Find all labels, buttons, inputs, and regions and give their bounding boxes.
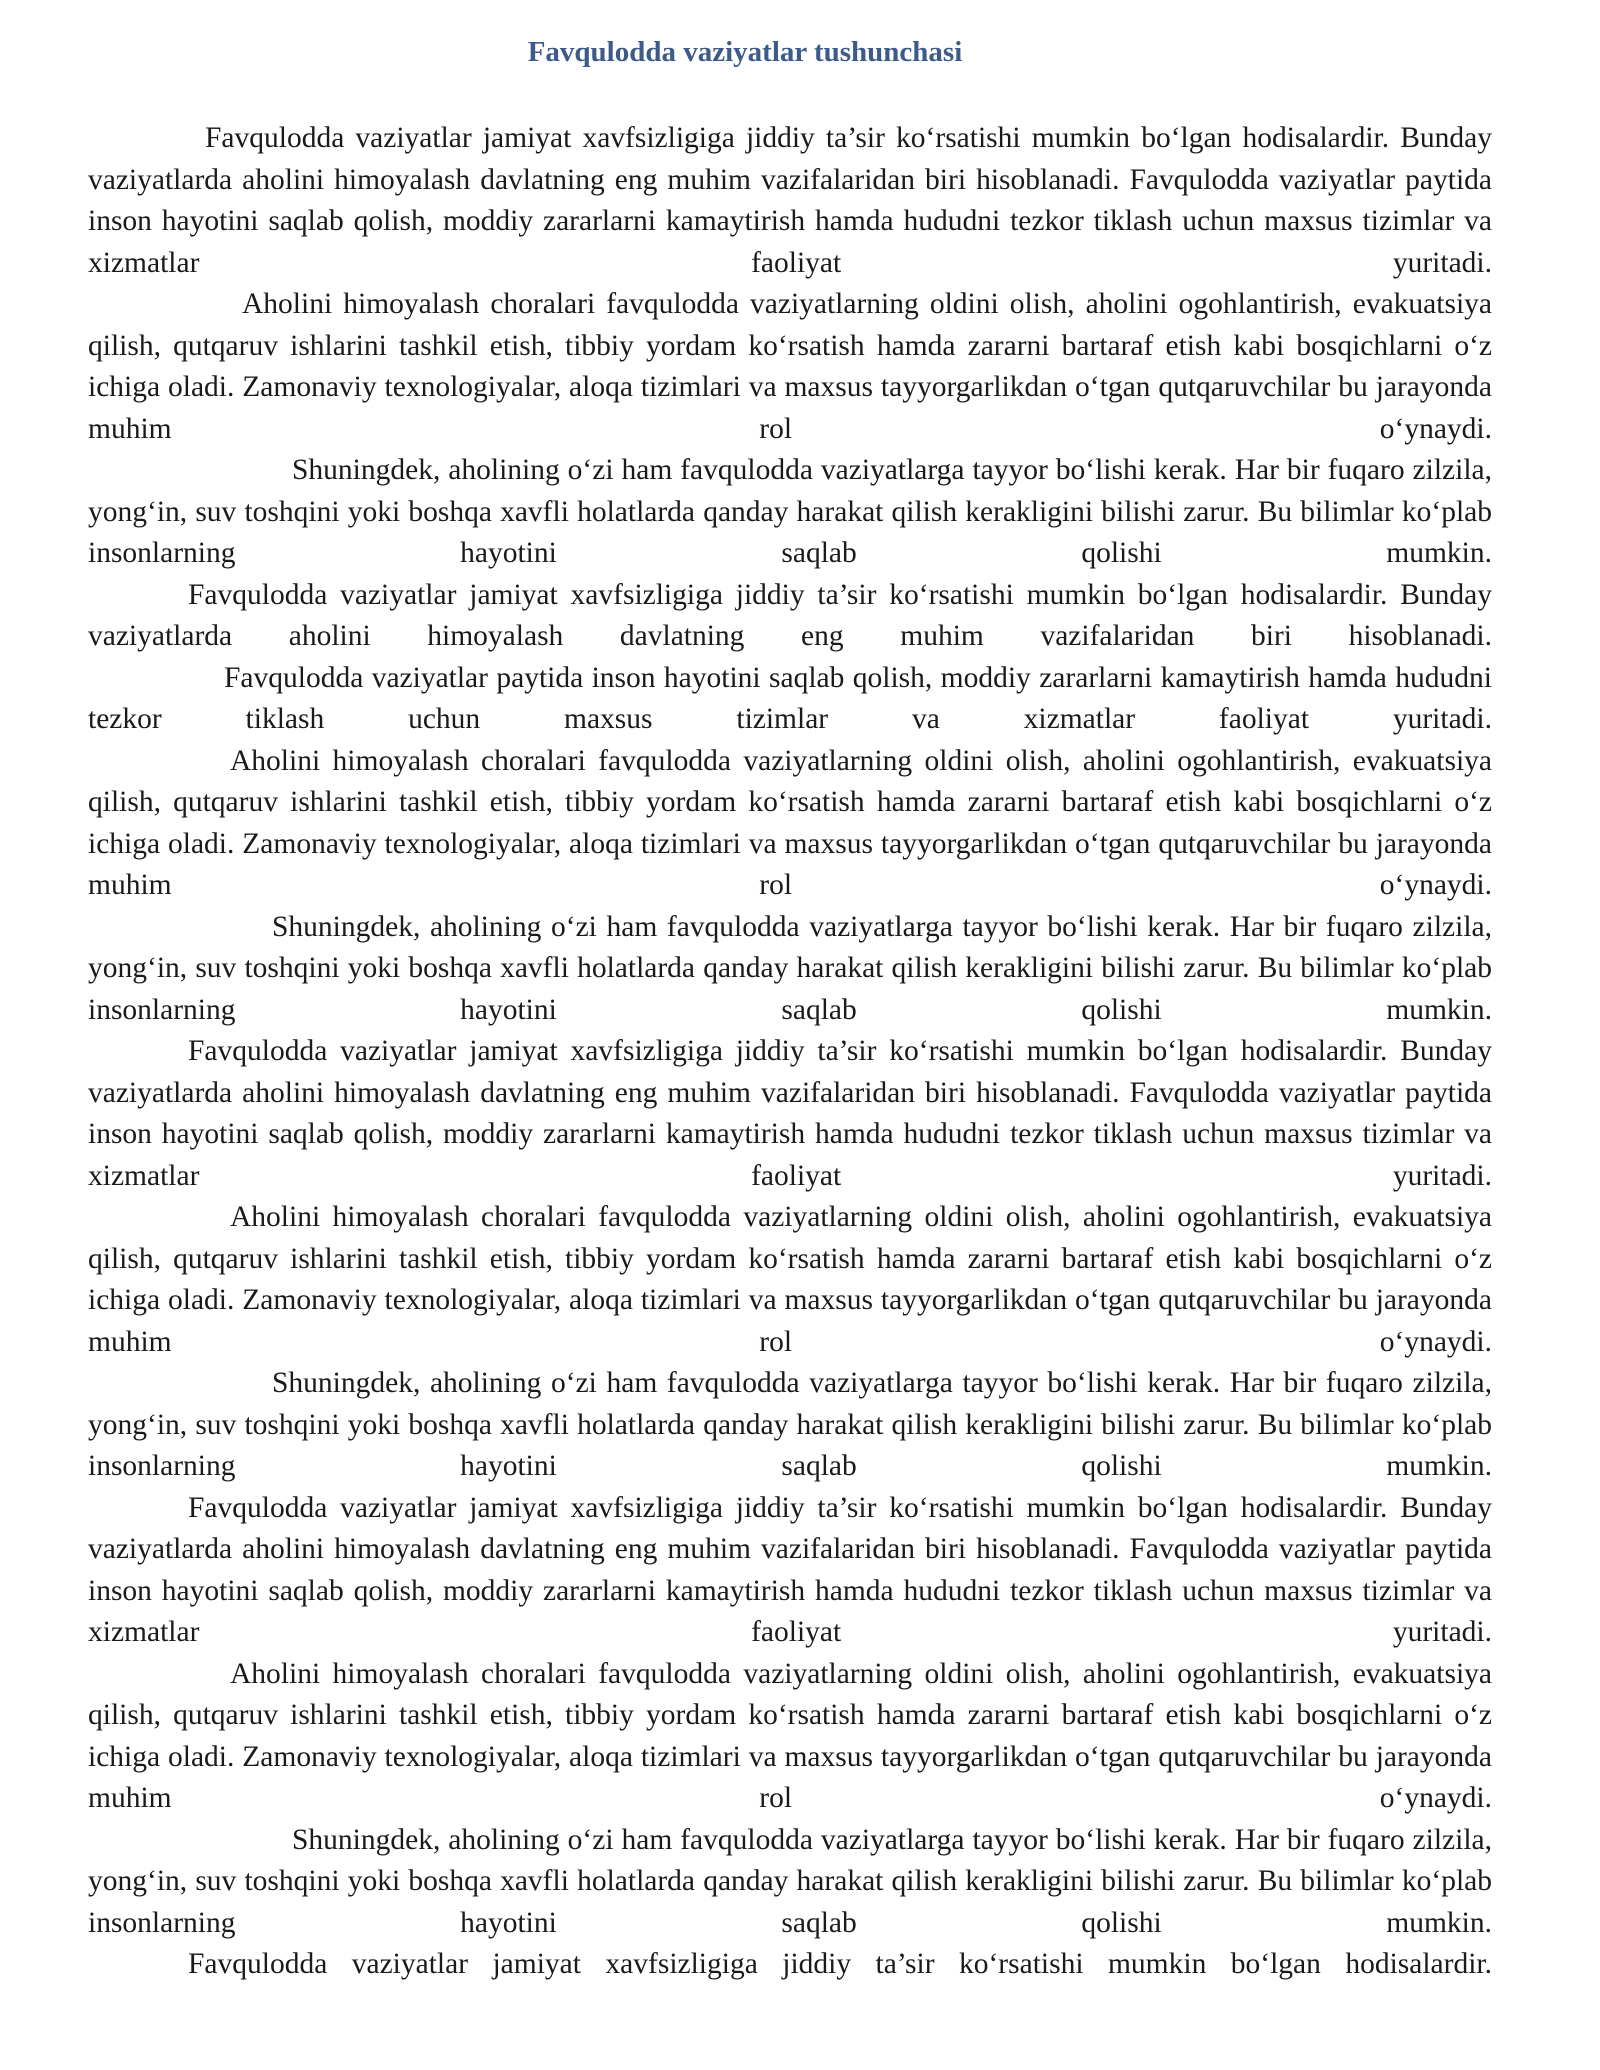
- document-body: [88, 118, 1492, 1986]
- paragraph: Favqulodda vaziyatlar jamiyat xavfsizligiga jiddiy ta’sir koʻrsatishi mumkin boʻlgan hodisalardir. Bunday vaziyatlarda aholini himoyalash davlatning eng muhim vazifalaridan biri hisoblanadi. Favqulodda vaziyatlar paytida inson hayotini saqlab qolish, moddiy zararlarni kamaytirish hamda hududni tezkor tiklash uchun maxsus tizimlar va xizmatlar faoliyat yuritadi.: [88, 1491, 1492, 1648]
- paragraph: Favqulodda vaziyatlar jamiyat xavfsizligiga jiddiy ta’sir koʻrsatishi mumkin boʻlgan hodisalardir. Bunday vaziyatlarda aholini himoyalash davlatning eng muhim vazifalaridan biri hisoblanadi.: [88, 578, 1492, 652]
- paragraph: Aholini himoyalash choralari favqulodda vaziyatlarning oldini olish, aholini ogohlantirish, evakuatsiya qilish, qutqaruv ishlarini tashkil etish, tibbiy yordam koʻrsatish hamda zararni bartaraf etish kabi bosqichlarni oʻz ichiga oladi. Zamonaviy texnologiyalar, aloqa tizimlari va maxsus tayyorgarlikdan oʻtgan qutqaruvchilar bu jarayonda muhim rol oʻynaydi.: [88, 288, 1492, 445]
- paragraph: Favqulodda vaziyatlar jamiyat xavfsizligiga jiddiy ta’sir koʻrsatishi mumkin boʻlgan hodisalardir. Bunday vaziyatlarda aholini himoyalash davlatning eng muhim vazifalaridan biri hisoblanadi. Favqulodda vaziyatlar paytida inson hayotini saqlab qolish, moddiy zararlarni kamaytirish hamda hududni tezkor tiklash uchun maxsus tizimlar va xizmatlar faoliyat yuritadi.: [88, 1035, 1492, 1192]
- paragraph: Favqulodda vaziyatlar jamiyat xavfsizligiga jiddiy ta’sir koʻrsatishi mumkin boʻlgan hodisalardir. Bunday vaziyatlarda aholini himoyalash davlatning eng muhim vazifalaridan biri hisoblanadi. Favqulodda vaziyatlar paytida inson hayotini saqlab qolish, moddiy zararlarni kamaytirish hamda hududni tezkor tiklash uchun maxsus tizimlar va xizmatlar faoliyat yuritadi.: [88, 122, 1492, 279]
- paragraph: Favqulodda vaziyatlar paytida inson hayotini saqlab qolish, moddiy zararlarni kamaytirish hamda hududni tezkor tiklash uchun maxsus tizimlar va xizmatlar faoliyat yuritadi.: [88, 661, 1492, 735]
- paragraph: Shuningdek, aholining oʻzi ham favqulodda vaziyatlarga tayyor boʻlishi kerak. Har bir fuqaro zilzila, yongʻin, suv toshqini yoki boshqa xavfli holatlarda qanday harakat qilish kerakligini bilishi zarur. Bu bilimlar koʻplab insonlarning hayotini saqlab qolishi mumkin.: [88, 454, 1492, 569]
- paragraph: Aholini himoyalash choralari favqulodda vaziyatlarning oldini olish, aholini ogohlantirish, evakuatsiya qilish, qutqaruv ishlarini tashkil etish, tibbiy yordam koʻrsatish hamda zararni bartaraf etish kabi bosqichlarni oʻz ichiga oladi. Zamonaviy texnologiyalar, aloqa tizimlari va maxsus tayyorgarlikdan oʻtgan qutqaruvchilar bu jarayonda muhim rol oʻynaydi.: [88, 1201, 1492, 1358]
- paragraph: Favqulodda vaziyatlar jamiyat xavfsizligiga jiddiy ta’sir koʻrsatishi mumkin boʻlgan hodisalardir.: [188, 1948, 1492, 1980]
- paragraph: Shuningdek, aholining oʻzi ham favqulodda vaziyatlarga tayyor boʻlishi kerak. Har bir fuqaro zilzila, yongʻin, suv toshqini yoki boshqa xavfli holatlarda qanday harakat qilish kerakligini bilishi zarur. Bu bilimlar koʻplab insonlarning hayotini saqlab qolishi mumkin.: [88, 910, 1492, 1026]
- paragraph: Aholini himoyalash choralari favqulodda vaziyatlarning oldini olish, aholini ogohlantirish, evakuatsiya qilish, qutqaruv ishlarini tashkil etish, tibbiy yordam koʻrsatish hamda zararni bartaraf etish kabi bosqichlarni oʻz ichiga oladi. Zamonaviy texnologiyalar, aloqa tizimlari va maxsus tayyorgarlikdan oʻtgan qutqaruvchilar bu jarayonda muhim rol oʻynaydi.: [88, 744, 1492, 901]
- document-title: Favqulodda vaziyatlar tushunchasi: [527, 36, 963, 68]
- paragraph: Aholini himoyalash choralari favqulodda vaziyatlarning oldini olish, aholini ogohlantirish, evakuatsiya qilish, qutqaruv ishlarini tashkil etish, tibbiy yordam koʻrsatish hamda zararni bartaraf etish kabi bosqichlarni oʻz ichiga oladi. Zamonaviy texnologiyalar, aloqa tizimlari va maxsus tayyorgarlikdan oʻtgan qutqaruvchilar bu jarayonda muhim rol oʻynaydi.: [88, 1657, 1492, 1814]
- paragraph: Shuningdek, aholining oʻzi ham favqulodda vaziyatlarga tayyor boʻlishi kerak. Har bir fuqaro zilzila, yongʻin, suv toshqini yoki boshqa xavfli holatlarda qanday harakat qilish kerakligini bilishi zarur. Bu bilimlar koʻplab insonlarning hayotini saqlab qolishi mumkin.: [88, 1823, 1492, 1939]
- paragraph: Shuningdek, aholining oʻzi ham favqulodda vaziyatlarga tayyor boʻlishi kerak. Har bir fuqaro zilzila, yongʻin, suv toshqini yoki boshqa xavfli holatlarda qanday harakat qilish kerakligini bilishi zarur. Bu bilimlar koʻplab insonlarning hayotini saqlab qolishi mumkin.: [88, 1367, 1492, 1482]
